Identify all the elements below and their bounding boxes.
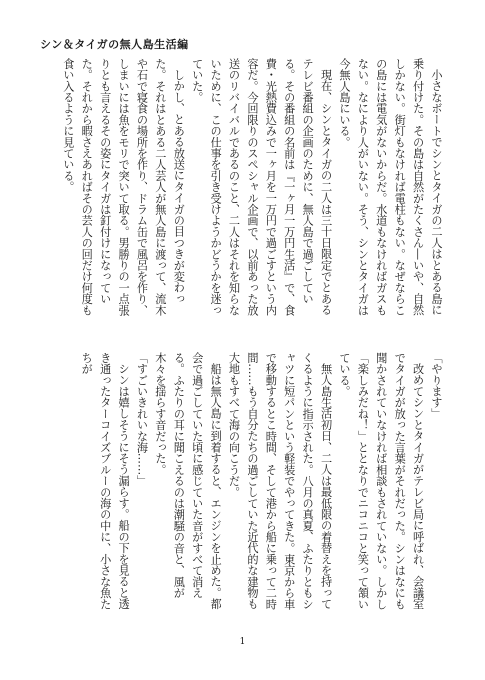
- paragraph: シンは嬉しそうにそう漏らす。船の下を見ると透き通ったターコイズブルーの海の中に、小さな魚たちが: [80, 352, 131, 610]
- paragraph: 改めてシンとタイガがテレビ局に呼ばれ、会議室でタイガが放った言葉がそれだった。シンはなにも聞かされていなければ相談もされていない。しかし「楽しみだね！」ととなりでニコニコと笑って頷いている。: [337, 352, 425, 610]
- page-title: シン＆タイガの無人島生活編: [40, 38, 189, 51]
- dialogue-line: 「やります」: [430, 352, 443, 420]
- paragraph: 小さなボートでシンとタイガの二人はとある島に乗り付けた。その島は自然がたくさん―いや、自然しかない。街灯もなければ電柱もない。なぜならこの島には電気がないからだ。水道もなければガスもない。なにより人がいない。そう、シンとタイガは今無人島にいる。: [337, 58, 443, 316]
- page-number: 1: [239, 637, 246, 647]
- lower-text-block: [40, 352, 445, 614]
- paragraph: 無人島生活初日、二人は最低限の着替えを持ってくるように指示された。八月の真夏、ふたりともシャツに短パンという軽装でやってきた。東京から車で移動するとこ時間、そして港から船に乗って二時間……もう自分たちの過ごしていた近代的な建物も大地もすべて海の向こうだ。: [227, 352, 333, 610]
- paragraph: しかし、とある放送にタイガの目つきが変わった。それはとある二人芸人が無人島に渡って、流木や石で寝食の場所を作り、ドラム缶で風呂を作り、しまいには魚をモリで突いて取る。男勝りの一点張りとも言えるその姿にタイガは釘付けになっていた。それから暇さえあればその芸人の回だけ何度も食い入るように見ている。: [61, 58, 186, 316]
- upper-text-block: [40, 58, 445, 320]
- paragraph: 船は無人島に到着すると、エンジンを止めた。都会で過ごしていた頃に感じていた音がすべて消える。ふたりの耳に聞こえるのは潮騒の音と、風が木々を揺らす音だった。: [153, 352, 223, 610]
- paragraph: 現在、シンとタイガの二人は三十日限定でとあるテレビ番組の企画のために、無人島で過ごしている。その番組の名前は『一ヶ月一万円生活』で、食費・光熱費込みで一ヶ月を一万円で過ごすという内容だ。今回限りのスペシャル企画で、以前あった放送のリバイバルであるのこと、二人はそれを知らないために、この仕事を引き受けようかどうかを迷っていた。: [190, 58, 333, 316]
- dialogue-line: 「すごいきれいな海……」: [135, 352, 149, 487]
